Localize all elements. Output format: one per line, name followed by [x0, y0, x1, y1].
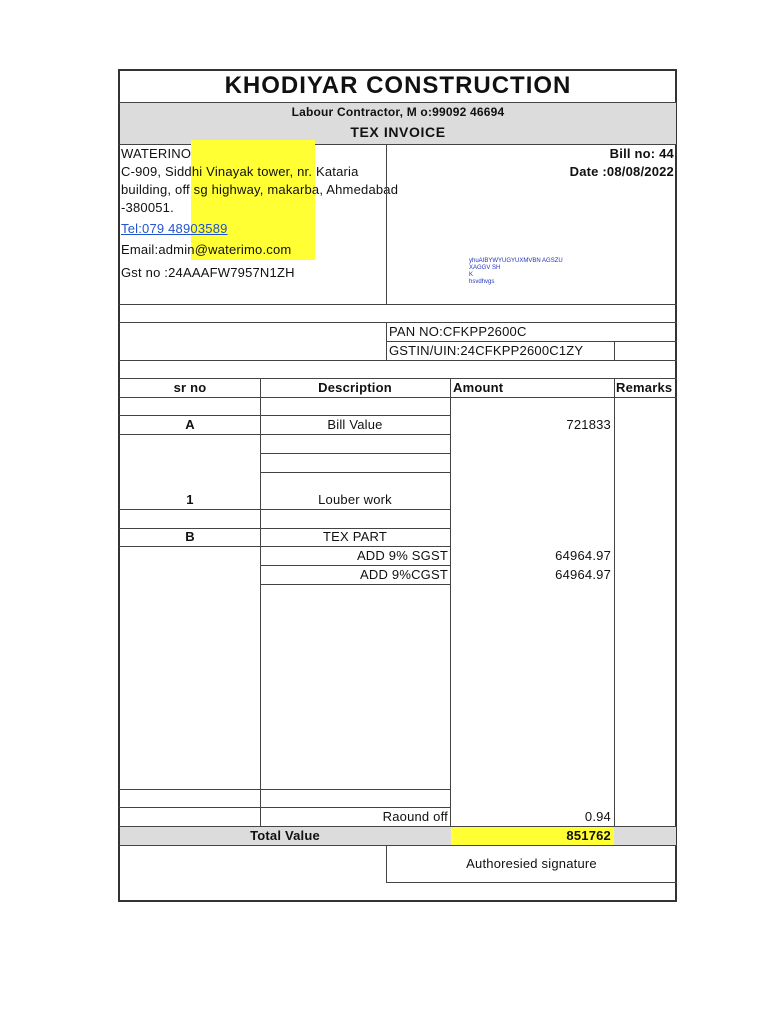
client-address-line2: building, off sg highway, makarba, Ahmedabad	[121, 182, 399, 197]
row-a-description: Bill Value	[327, 417, 383, 432]
client-address-line1: C-909, Siddhi Vinayak tower, nr. Kataria	[121, 164, 359, 179]
row-a-sr: A	[185, 417, 195, 432]
note-line2: XAGGV SH	[469, 265, 501, 271]
note-line4: hsvdhvgs	[469, 279, 495, 285]
invoice-title: TEX INVOICE	[350, 124, 446, 140]
client-name: WATERINO	[121, 146, 192, 161]
row-b-description: TEX PART	[323, 529, 387, 544]
row-1-description: Louber work	[318, 492, 392, 507]
bill-number: Bill no: 44	[609, 146, 674, 161]
client-phone-link[interactable]: Tel:079 48903589	[121, 221, 228, 236]
sgst-description: ADD 9% SGST	[356, 548, 448, 563]
company-name: KHODIYAR CONSTRUCTION	[224, 72, 572, 99]
round-off-amount: 0.94	[584, 809, 611, 824]
cgst-amount: 64964.97	[555, 567, 611, 582]
client-address-line3: -380051.	[121, 200, 174, 215]
client-gst: Gst no :24AAAFW7957N1ZH	[121, 265, 295, 280]
company-tagline: Labour Contractor, M o:99092 46694	[291, 105, 505, 119]
col-header-remarks: Remarks	[616, 380, 673, 395]
col-header-amount: Amount	[453, 380, 504, 395]
total-value: 851762	[566, 828, 611, 843]
note-line1: yhuAIBYWYUGYUXMVBN AGSZU	[469, 258, 563, 264]
signature-label: Authoresied signature	[466, 856, 597, 871]
round-off-label: Raound off	[382, 809, 448, 824]
pan-number: PAN NO:CFKPP2600C	[389, 324, 527, 339]
note-line3: K	[469, 272, 474, 278]
total-label: Total Value	[250, 828, 320, 843]
sgst-amount: 64964.97	[555, 548, 611, 563]
col-header-description: Description	[318, 380, 392, 395]
row-b-sr: B	[185, 529, 195, 544]
row-a-amount: 721833	[566, 417, 611, 432]
col-header-sr: sr no	[173, 380, 207, 395]
gstin-number: GSTIN/UIN:24CFKPP2600C1ZY	[389, 343, 584, 358]
client-email: Email:admin@waterimo.com	[121, 242, 292, 257]
cgst-description: ADD 9%CGST	[360, 567, 448, 582]
bill-date: Date :08/08/2022	[569, 164, 674, 179]
row-1-sr: 1	[186, 492, 194, 507]
